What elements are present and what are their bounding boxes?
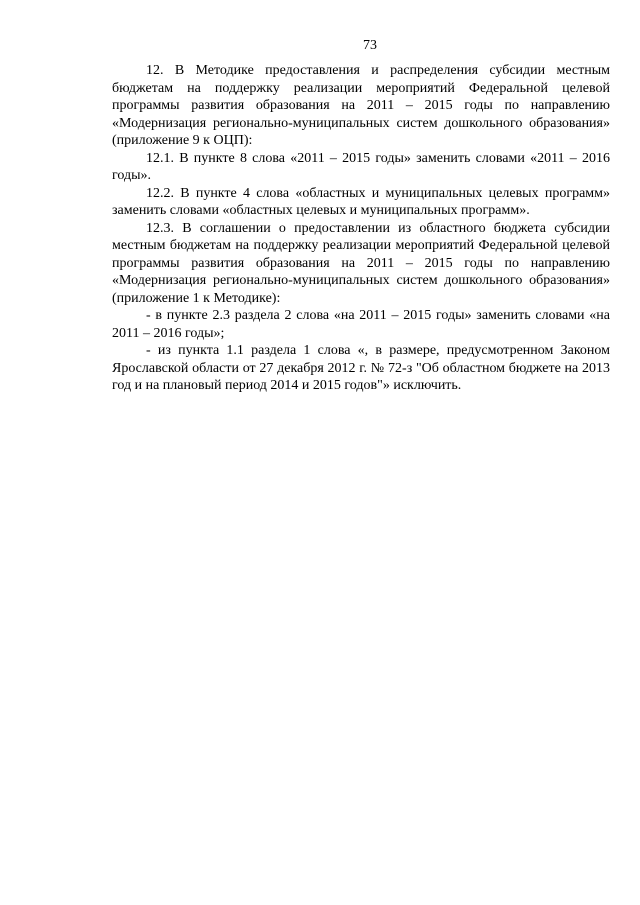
list-item-point-2-3: - в пункте 2.3 раздела 2 слова «на 2011 – 2015 годы» заменить словами «на 2011 – 2016 годы»; bbox=[112, 308, 610, 341]
page-number: 73 bbox=[363, 38, 377, 53]
document-body bbox=[112, 62, 610, 395]
paragraph-12-1: 12.1. В пункте 8 слова «2011 – 2015 годы» заменить словами «2011 – 2016 годы». bbox=[112, 150, 610, 183]
paragraph-12: 12. В Методике предоставления и распределения субсидии местным бюджетам на поддержку реализации мероприятий Федеральной целевой программы развития образования на 2011 – 2015 годы по направлению «Модернизация регионально-муниципальных систем дошкольного образования» (приложение 9 к ОЦП): bbox=[112, 63, 610, 148]
paragraph-12-3: 12.3. В соглашении о предоставлении из областного бюджета субсидии местным бюджетам на поддержку реализации мероприятий Федеральной целевой программы развития образования на 2011 – 2015 годы по направлению «Модернизация регионально-муниципальных систем дошкольного образования» (приложение 1 к Методике): bbox=[112, 220, 610, 306]
list-item-point-1-1: - из пункта 1.1 раздела 1 слова «, в размере, предусмотренном Законом Ярославской области от 27 декабря 2012 г. № 72-з "Об областном бюджете на 2013 год и на плановый период 2014 и 2015 годов"» исключить. bbox=[112, 343, 610, 393]
paragraph-12-2: 12.2. В пункте 4 слова «областных и муниципальных целевых программ» заменить словами «областных целевых и муниципальных программ». bbox=[112, 185, 610, 218]
